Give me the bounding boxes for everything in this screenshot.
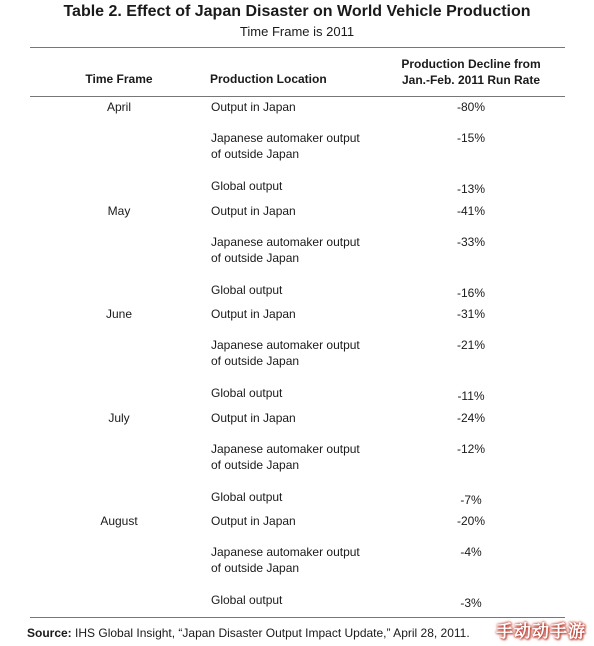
location-cell [211, 203, 386, 219]
month-label: May [107, 203, 131, 218]
location-line: Output in Japan [211, 514, 296, 528]
location-cell [211, 178, 386, 194]
location-line: Japanese automaker output [211, 545, 360, 559]
location-line: Global output [211, 386, 283, 400]
decline-value: -33% [456, 234, 485, 249]
month-label: April [106, 100, 131, 114]
header-decline-line1: Production Decline from [401, 57, 541, 71]
decline-value: -15% [456, 131, 485, 145]
watermark-logo: 手动动手游 [496, 622, 586, 642]
location-cell [211, 130, 386, 162]
header-decline-line2: Jan.-Feb. 2011 Run Rate [401, 73, 541, 87]
location-line: of outside Japan [211, 457, 300, 472]
table-subtitle: Time Frame is 2011 [239, 24, 355, 39]
header-time-frame: Time Frame [85, 72, 153, 86]
location-line: Output in Japan [211, 410, 296, 425]
decline-value: -24% [456, 410, 485, 425]
location-cell [211, 385, 386, 401]
location-cell [211, 337, 386, 369]
location-line: Japanese automaker output [211, 131, 360, 145]
location-line: Output in Japan [211, 100, 296, 114]
location-line: Japanese automaker output [211, 338, 360, 352]
decline-value: -4% [460, 545, 482, 559]
location-cell [211, 234, 386, 266]
location-cell [211, 592, 386, 608]
month-label: August [100, 514, 138, 528]
decline-value: -11% [457, 389, 485, 403]
location-line: Japanese automaker output [211, 441, 360, 456]
location-line: Global output [211, 489, 283, 504]
month-label: June [105, 307, 133, 321]
decline-value: -16% [456, 285, 485, 300]
bottom-rule [30, 617, 565, 618]
month-label: July [108, 410, 130, 425]
location-cell [211, 513, 386, 529]
location-line: of outside Japan [211, 147, 300, 161]
decline-value: -12% [456, 441, 485, 456]
location-cell [211, 410, 386, 426]
location-cell [211, 282, 386, 298]
location-line: Global output [211, 179, 283, 193]
location-line: Output in Japan [211, 307, 296, 321]
decline-value: -13% [456, 182, 485, 196]
location-line: Global output [211, 282, 283, 297]
location-cell [211, 306, 386, 322]
decline-value: -31% [456, 307, 485, 321]
decline-value: -3% [460, 596, 482, 610]
source-note [27, 625, 487, 641]
location-line: Output in Japan [211, 203, 296, 218]
table-title: Table 2. Effect of Japan Disaster on World Vehicle Production [63, 3, 531, 20]
source-label: Source: [27, 626, 72, 640]
decline-value: -21% [456, 338, 485, 352]
header-production-location: Production Location [210, 72, 327, 86]
source-text: IHS Global Insight, “Japan Disaster Output Impact Update,” April 28, 2011. [75, 626, 470, 640]
location-line: Japanese automaker output [211, 234, 360, 249]
location-cell [211, 544, 386, 576]
location-cell [211, 99, 386, 115]
location-line: of outside Japan [211, 354, 300, 368]
decline-value: -80% [456, 100, 485, 114]
decline-value: -7% [460, 492, 482, 507]
location-line: Global output [211, 593, 283, 607]
decline-value: -41% [456, 203, 485, 218]
location-line: of outside Japan [211, 561, 300, 575]
decline-value: -20% [456, 514, 485, 528]
location-cell [211, 441, 386, 473]
location-cell [211, 489, 386, 505]
location-line: of outside Japan [211, 250, 300, 265]
